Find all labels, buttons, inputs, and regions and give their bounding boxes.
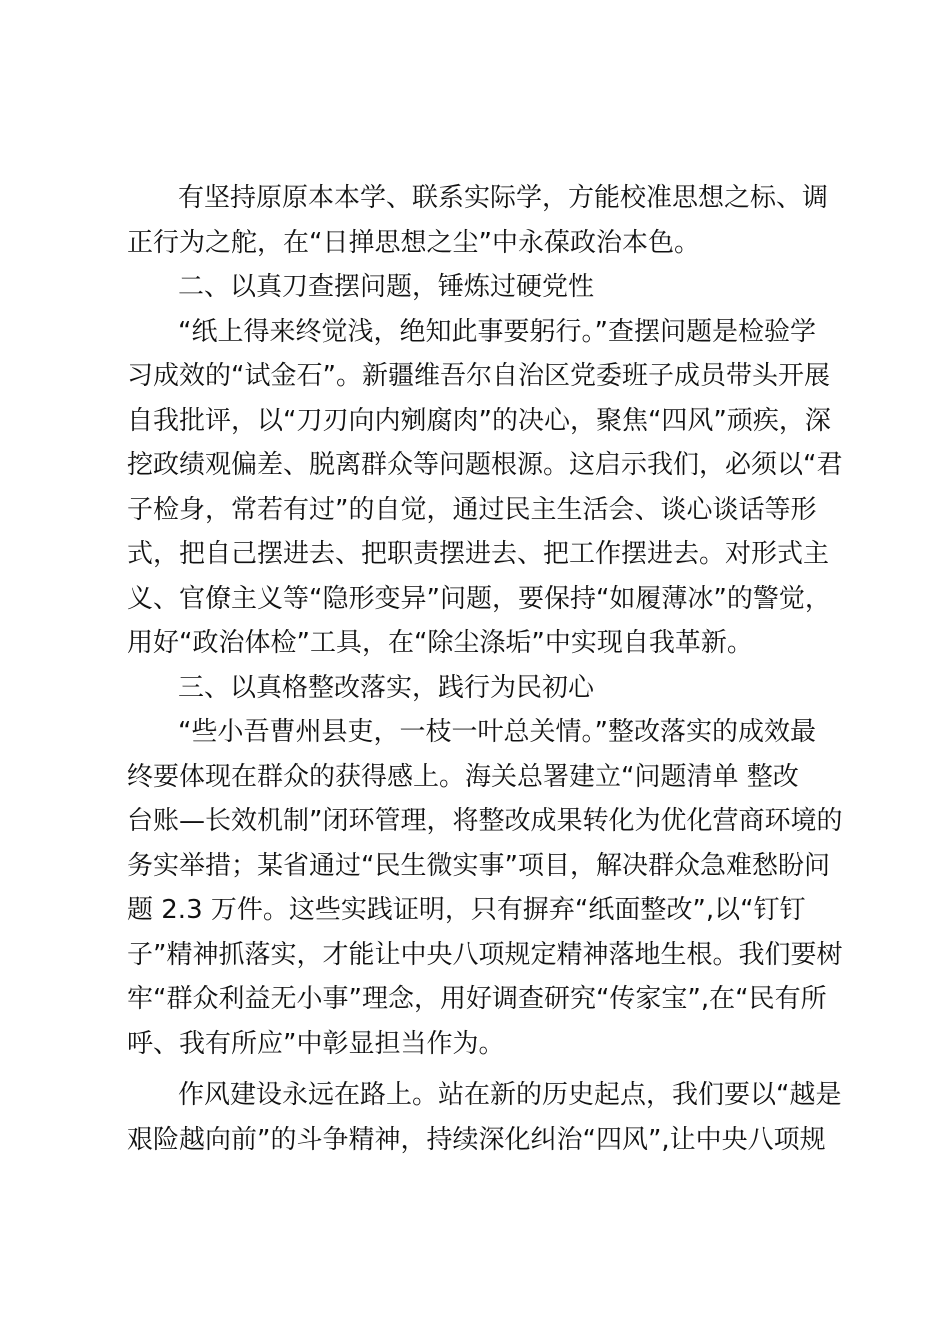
text-line: “纸上得来终觉浅，绝知此事要躬行。”查摆问题是检验学 xyxy=(178,316,816,347)
text-line: 子检身，常若有过”的自觉，通过民主生活会、谈心谈话等形 xyxy=(127,494,817,525)
heading-text: 二、以真刀查摆问题，锤炼过硬党性 xyxy=(178,272,595,302)
paragraph-spacer xyxy=(127,1066,835,1073)
paragraph-2 xyxy=(127,310,843,666)
text-line: 义、官僚主义等“隐形变异”问题，要保持“如履薄冰”的警觉， xyxy=(127,583,831,614)
paragraph-3 xyxy=(127,710,843,1066)
text-line: 习成效的“试金石”。新疆维吾尔自治区党委班子成员带头开展 xyxy=(127,361,830,391)
text-line: 式，把自己摆进去、把职责摆进去、把工作摆进去。对形式主 xyxy=(127,539,830,569)
text-line: 台账—长效机制”闭环管理，将整改成果转化为优化营商环境的 xyxy=(127,806,843,836)
heading-text: 三、以真格整改落实，践行为民初心 xyxy=(178,672,595,703)
text-line: 题 2.3 万件。这些实践证明，只有摒弃“纸面整改”,以“钉钉 xyxy=(127,895,806,925)
text-line: 呼、我有所应”中彰显担当作为。 xyxy=(127,1028,505,1059)
text-line: 挖政绩观偏差、脱离群众等问题根源。这启示我们，必须以“君 xyxy=(127,450,843,480)
text-line: 终要体现在群众的获得感上。海关总署建立“问题清单 整改 xyxy=(127,761,799,792)
paragraph-1 xyxy=(127,176,835,265)
text-line: 作风建设永远在路上。站在新的历史起点，我们要以“越是 xyxy=(178,1080,842,1110)
section-heading-3 xyxy=(127,666,835,711)
paragraph-4 xyxy=(127,1073,842,1162)
text-line: 自我批评，以“刀刃向内剜腐肉”的决心，聚焦“四风”顽疾，深 xyxy=(127,405,831,436)
text-line: 艰险越向前”的斗争精神，持续深化纠治“四风”,让中央八项规 xyxy=(127,1124,826,1155)
text-line: 子”精神抓落实，才能让中央八项规定精神落地生根。我们要树 xyxy=(127,939,843,970)
text-line: “些小吾曹州县吏，一枝一叶总关情。”整改落实的成效最 xyxy=(178,717,816,747)
document-body xyxy=(127,176,843,1162)
section-heading-2 xyxy=(127,265,835,310)
text-line: 牢“群众利益无小事”理念，用好调查研究“传家宝”,在“民有所 xyxy=(127,984,827,1014)
text-line: 用好“政治体检”工具，在“除尘涤垢”中实现自我革新。 xyxy=(127,628,753,658)
text-line: 务实举措；某省通过“民生微实事”项目，解决群众急难愁盼问 xyxy=(127,850,830,881)
text-line: 正行为之舵，在“日掸思想之尘”中永葆政治本色。 xyxy=(127,227,700,258)
text-line: 有坚持原原本本学、联系实际学，方能校准思想之标、调 xyxy=(178,183,829,213)
